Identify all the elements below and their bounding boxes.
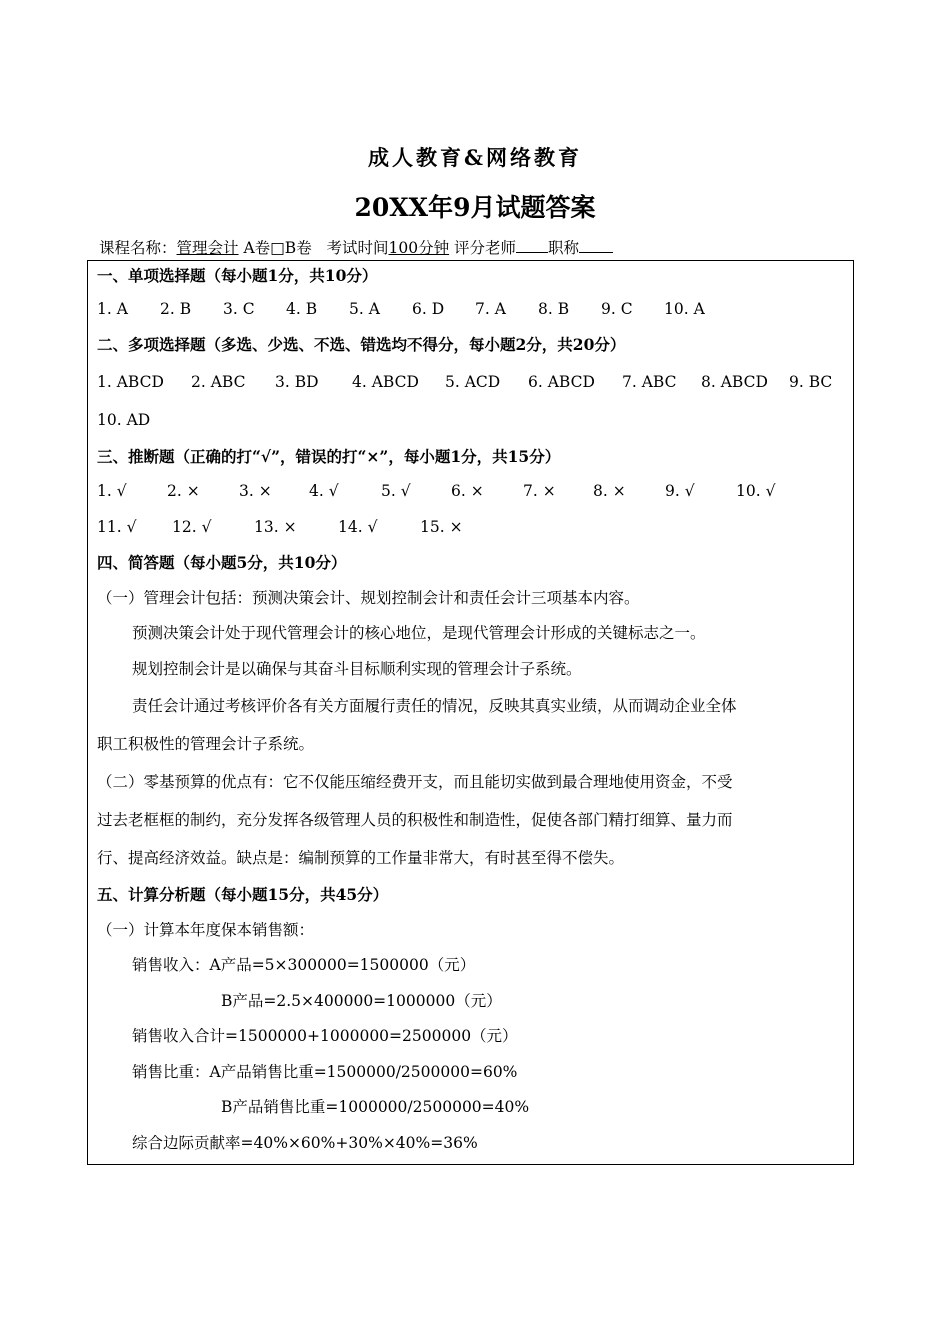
answer-item: 7. ABC bbox=[622, 372, 677, 391]
answer-item: 2. B bbox=[160, 300, 192, 318]
answer-item: 4. ABCD bbox=[352, 372, 419, 391]
answer-item: 11. √ bbox=[97, 517, 137, 536]
answer-item: 7. × bbox=[523, 482, 556, 500]
answer-item: 5. ACD bbox=[445, 372, 501, 391]
answer-item: 9. C bbox=[601, 300, 633, 318]
section-3-answers-row-2 bbox=[97, 510, 843, 546]
course-info-line bbox=[99, 236, 859, 258]
answer-item: 7. A bbox=[475, 300, 506, 318]
job-title-blank bbox=[579, 238, 613, 253]
answer-item: 12. √ bbox=[172, 517, 212, 536]
section-4-para-1: （一）管理会计包括：预测决策会计、规划控制会计和责任会计三项基本内容。 bbox=[97, 588, 640, 607]
paper-choice: A卷□B卷 bbox=[243, 239, 312, 257]
section-5-title: 五、计算分析题（每小题15分，共45分） bbox=[97, 885, 389, 904]
section-2-answers-row-2 bbox=[97, 401, 843, 439]
section-5-line-5: 销售比重：A产品销售比重=1500000/2500000=60% bbox=[132, 1062, 518, 1081]
answer-item: 2. ABC bbox=[191, 372, 246, 391]
section-4-para-3: 规划控制会计是以确保与其奋斗目标顺利实现的管理会计子系统。 bbox=[132, 659, 582, 678]
answer-item: 8. ABCD bbox=[701, 372, 768, 391]
answer-item: 2. × bbox=[167, 482, 200, 500]
answer-item: 10. A bbox=[664, 300, 705, 318]
answer-item: 3. BD bbox=[275, 372, 319, 391]
section-5-line-4: 销售收入合计=1500000+1000000=2500000（元） bbox=[132, 1027, 518, 1045]
answer-item: 1. A bbox=[97, 300, 128, 318]
section-4-title: 四、简答题（每小题5分，共10分） bbox=[97, 553, 347, 572]
section-5-line-2: 销售收入：A产品=5×300000=1500000（元） bbox=[132, 956, 476, 974]
section-3-answers-row-1 bbox=[97, 474, 843, 510]
section-4-para-5-line-1: （二）零基预算的优点有：它不仅能压缩经费开支，而且能切实做到最合理地使用资金，不受 bbox=[97, 773, 733, 791]
answer-item: 3. × bbox=[239, 482, 272, 500]
answer-item: 6. D bbox=[412, 300, 445, 318]
section-3-title: 三、推断题（正确的打“√”，错误的打“×”，每小题1分，共15分） bbox=[97, 446, 561, 466]
answer-item: 14. √ bbox=[338, 517, 378, 536]
time-value: 100分钟 bbox=[388, 239, 450, 257]
answer-item: 3. C bbox=[223, 300, 255, 318]
section-4-para-4-line-1: 责任会计通过考核评价各有关方面履行责任的情况，反映其真实业绩，从而调动企业全体 bbox=[132, 697, 737, 715]
section-4-para-5-line-2: 过去老框框的制约，充分发挥各级管理人员的积极性和制造性，促使各部门精打细算、量力而 bbox=[97, 811, 733, 829]
answer-item: 4. √ bbox=[309, 482, 339, 500]
section-1-answers bbox=[97, 291, 843, 327]
page-title: 20XX年9月试题答案 bbox=[354, 193, 596, 222]
answer-item: 9. √ bbox=[665, 482, 695, 500]
course-label: 课程名称： bbox=[99, 239, 177, 257]
grader-blank bbox=[516, 238, 548, 253]
section-4-para-5-line-3: 行、提高经济效益。缺点是：编制预算的工作量非常大，有时甚至得不偿失。 bbox=[97, 849, 625, 867]
answer-item: 1. √ bbox=[97, 482, 127, 500]
section-5-line-3: B产品=2.5×400000=1000000（元） bbox=[221, 991, 502, 1010]
answer-item: 10. √ bbox=[736, 482, 776, 500]
section-1-title: 一、单项选择题（每小题1分，共10分） bbox=[97, 266, 378, 285]
answer-item: 1. ABCD bbox=[97, 372, 164, 391]
answer-item: 4. B bbox=[286, 300, 318, 318]
answer-item: 9. BC bbox=[789, 372, 833, 391]
grader-label: 评分老师 bbox=[454, 239, 517, 257]
answer-item: 6. × bbox=[451, 482, 484, 500]
answer-item: 8. B bbox=[538, 300, 570, 318]
time-label: 考试时间 bbox=[326, 239, 389, 257]
section-4-para-2: 预测决策会计处于现代管理会计的核心地位，是现代管理会计形成的关键标志之一。 bbox=[132, 624, 706, 642]
section-5-line-1: （一）计算本年度保本销售额： bbox=[97, 920, 315, 939]
answer-item: 6. ABCD bbox=[528, 372, 595, 391]
answer-item: 5. A bbox=[349, 300, 380, 318]
section-5-line-6: B产品销售比重=1000000/2500000=40% bbox=[221, 1098, 530, 1116]
organization-heading: 成人教育&网络教育 bbox=[368, 145, 582, 170]
answer-item: 8. × bbox=[593, 482, 626, 500]
section-5-line-7: 综合边际贡献率=40%×60%+30%×40%=36% bbox=[132, 1133, 478, 1152]
section-2-answers-row-1 bbox=[97, 363, 843, 401]
course-value: 管理会计 bbox=[176, 239, 239, 257]
section-4-para-4-line-2: 职工积极性的管理会计子系统。 bbox=[97, 735, 315, 753]
answer-item: 5. √ bbox=[381, 482, 411, 500]
answer-item: 13. × bbox=[254, 517, 297, 536]
answer-item: 15. × bbox=[420, 517, 463, 536]
section-2-title: 二、多项选择题（多选、少选、不选、错选均不得分，每小题2分，共20分） bbox=[97, 335, 626, 354]
answer-item: 10. AD bbox=[97, 410, 151, 429]
answer-box bbox=[87, 260, 854, 1165]
job-title-label: 职称 bbox=[548, 239, 580, 257]
